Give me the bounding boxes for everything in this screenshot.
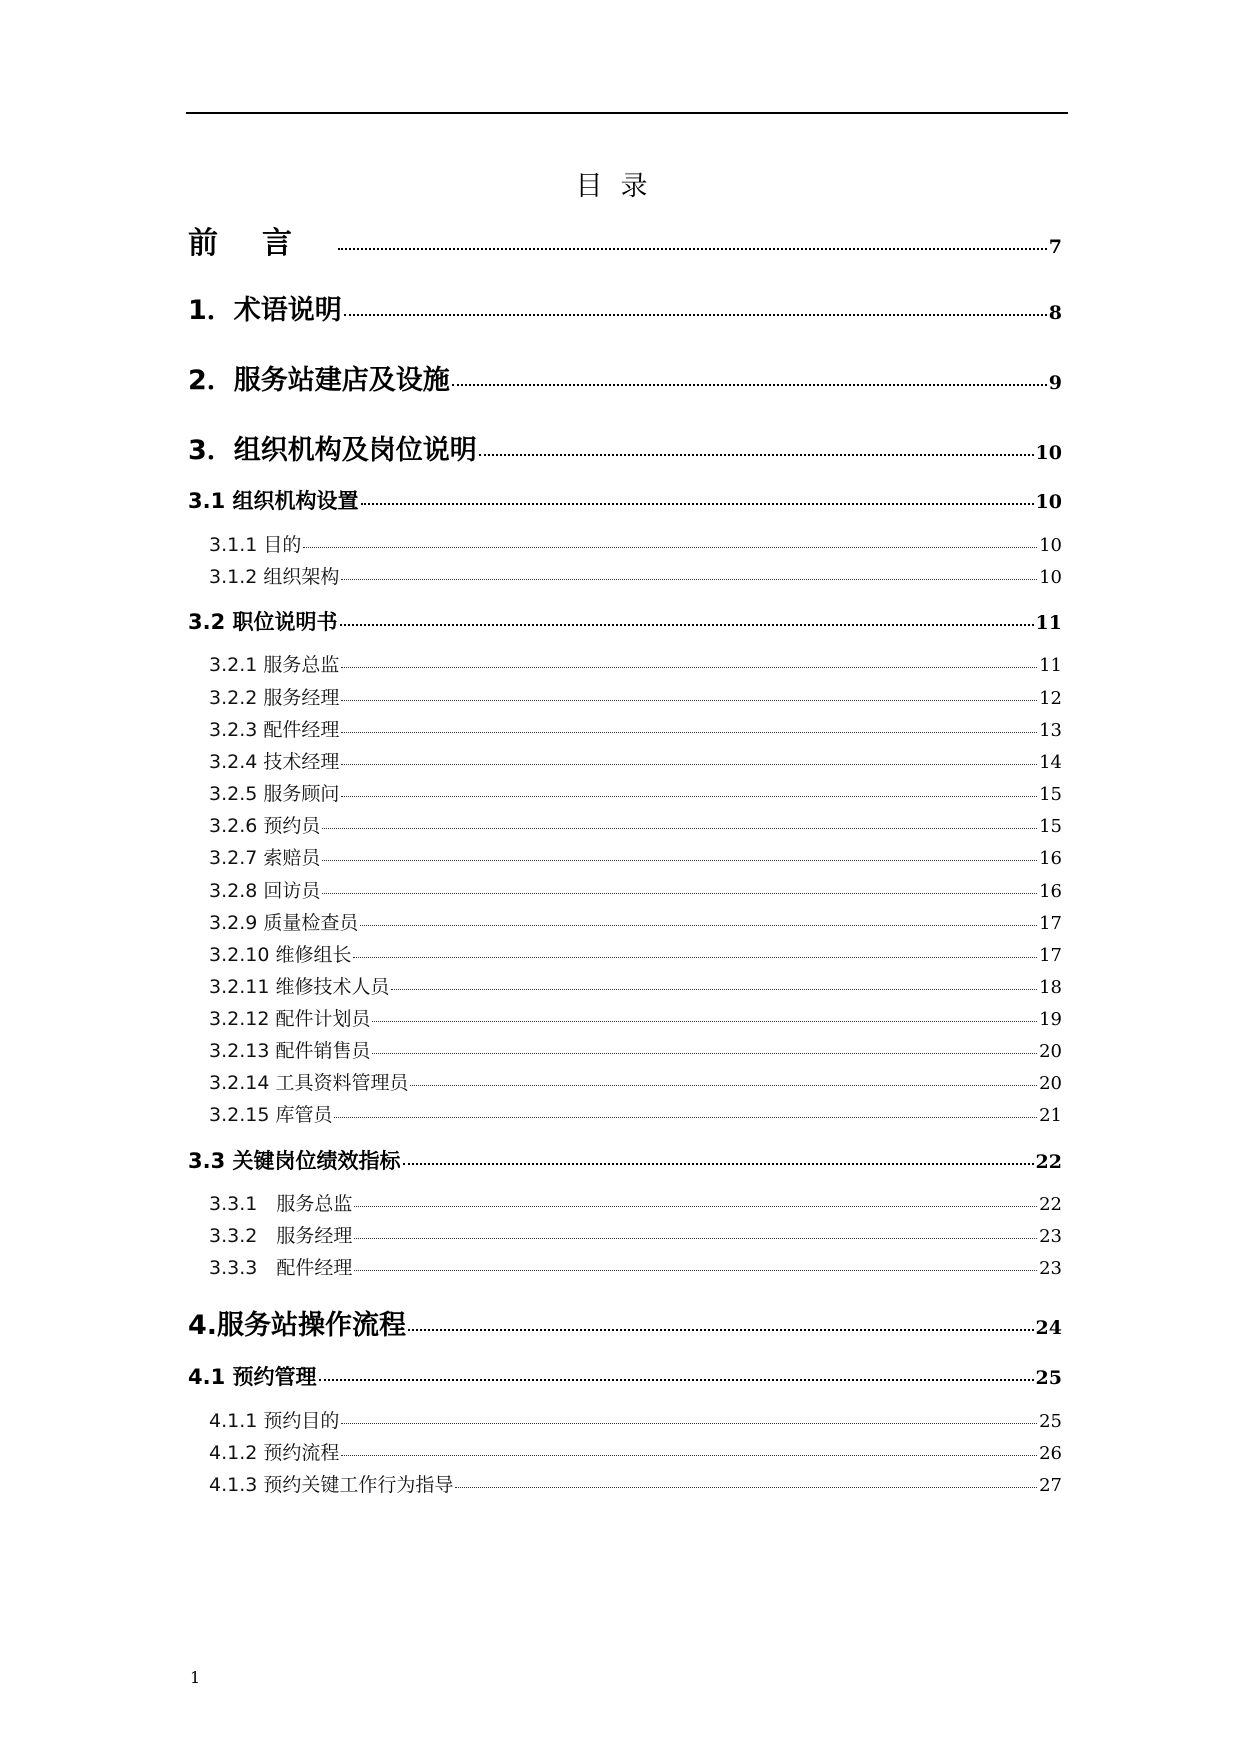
toc-leader-dots: [410, 1085, 1037, 1086]
toc-leader-dots: [354, 1238, 1037, 1239]
toc-leader-dots: [340, 624, 1034, 626]
toc-entry-page: 10: [1039, 567, 1062, 588]
toc-entry-title: 3.2.12 配件计划员: [209, 1008, 371, 1030]
toc-entry-page: 10: [1035, 491, 1062, 513]
toc-leader-dots: [354, 1270, 1037, 1271]
toc-entry-page: 23: [1039, 1258, 1062, 1279]
toc-leader-dots: [322, 893, 1037, 894]
toc-entry-page: 22: [1035, 1151, 1062, 1173]
toc-title: 目录: [575, 171, 666, 202]
toc-entry-title: 3.2.1 服务总监: [209, 654, 340, 676]
toc-entry-page: 22: [1039, 1194, 1062, 1215]
toc-entry-page: 24: [1035, 1317, 1062, 1339]
toc-leader-dots: [344, 314, 1047, 316]
toc-leader-dots: [341, 1455, 1037, 1456]
toc-leader-dots: [334, 1117, 1037, 1118]
toc-entry-page: 14: [1039, 752, 1062, 773]
toc-entry-title: 3.2.10 维修组长: [209, 944, 352, 966]
toc-entry-page: 15: [1039, 784, 1062, 805]
toc-leader-dots: [452, 384, 1047, 386]
toc-entry[interactable]: [188, 1145, 1062, 1175]
toc-entry-page: 18: [1039, 977, 1062, 998]
toc-entry[interactable]: [209, 1036, 1062, 1063]
toc-entry[interactable]: [209, 1068, 1062, 1095]
toc-entry[interactable]: [209, 940, 1062, 967]
toc-entry-title: 3.3 关键岗位绩效指标: [188, 1149, 401, 1173]
toc-entry-title: 3.3.2 服务经理: [209, 1225, 353, 1247]
toc-entry-title: 前言: [188, 226, 336, 261]
toc-leader-dots: [372, 1021, 1037, 1022]
toc-entry[interactable]: [188, 606, 1062, 636]
toc-entry-title: 3.2.8 回访员: [209, 880, 321, 902]
toc-entry[interactable]: [209, 972, 1062, 999]
toc-entry[interactable]: [209, 683, 1062, 710]
toc-entry-title: 4.1.3 预约关键工作行为指导: [209, 1474, 454, 1496]
toc-entry[interactable]: [209, 530, 1062, 557]
toc-entry-title: 3.2.3 配件经理: [209, 719, 340, 741]
toc-entry-page: 10: [1039, 535, 1062, 556]
toc-leader-dots: [479, 454, 1034, 456]
toc-entry-page: 20: [1039, 1073, 1062, 1094]
toc-entry-title: 3.2.4 技术经理: [209, 751, 340, 773]
toc-leader-dots: [322, 828, 1037, 829]
toc-entry[interactable]: [188, 428, 1062, 467]
toc-leader-dots: [341, 732, 1037, 733]
toc-entry[interactable]: [209, 562, 1062, 589]
toc-entry-page: 25: [1039, 1411, 1062, 1432]
toc-entry[interactable]: [188, 218, 1062, 262]
toc-entry-title: 3.3.3 配件经理: [209, 1257, 353, 1279]
toc-entry-page: 17: [1039, 945, 1062, 966]
toc-entry[interactable]: [209, 779, 1062, 806]
toc-entry-page: 26: [1039, 1443, 1062, 1464]
toc-leader-dots: [403, 1163, 1034, 1165]
toc-entry-page: 27: [1039, 1475, 1062, 1496]
toc-leader-dots: [338, 248, 1047, 250]
toc-leader-dots: [341, 764, 1037, 765]
toc-entry-title: 3.2.14 工具资料管理员: [209, 1072, 409, 1094]
toc-entry[interactable]: [209, 908, 1062, 935]
toc-entry-page: 8: [1048, 302, 1062, 324]
toc-entry[interactable]: [188, 358, 1062, 397]
toc-entry[interactable]: [188, 1361, 1062, 1391]
toc-entry[interactable]: [209, 747, 1062, 774]
toc-leader-dots: [319, 1379, 1034, 1381]
toc-leader-dots: [391, 989, 1037, 990]
toc-entry-title: 3.2.9 质量检查员: [209, 912, 359, 934]
toc-leader-dots: [341, 579, 1037, 580]
toc-leader-dots: [353, 957, 1037, 958]
toc-leader-dots: [341, 1423, 1037, 1424]
toc-entry-page: 16: [1039, 881, 1062, 902]
toc-entry-title: 3.1 组织机构设置: [188, 489, 359, 513]
toc-entry[interactable]: [209, 1253, 1062, 1280]
page-number: 1: [190, 1668, 201, 1687]
toc-entry-title: 3.2 职位说明书: [188, 610, 338, 634]
toc-entry-page: 16: [1039, 848, 1062, 869]
toc-entry[interactable]: [209, 876, 1062, 903]
toc-leader-dots: [372, 1053, 1037, 1054]
toc-entry-page: 10: [1035, 442, 1062, 464]
toc-entry-title: 4.1.2 预约流程: [209, 1442, 340, 1464]
toc-entry[interactable]: [209, 715, 1062, 742]
toc-entry[interactable]: [209, 1221, 1062, 1248]
toc-entry-page: 12: [1039, 688, 1062, 709]
toc-leader-dots: [408, 1329, 1034, 1331]
toc-entry[interactable]: [209, 1100, 1062, 1127]
toc-leader-dots: [303, 547, 1037, 548]
toc-entry-title: 2．服务站建店及设施: [188, 365, 450, 396]
toc-entry-title: 3.2.6 预约员: [209, 815, 321, 837]
toc-leader-dots: [360, 925, 1037, 926]
toc-entry[interactable]: [209, 650, 1062, 677]
toc-leader-dots: [322, 860, 1037, 861]
toc-entry-title: 3.1.2 组织架构: [209, 566, 340, 588]
toc-entry-title: 3.3.1 服务总监: [209, 1193, 353, 1215]
toc-entry-page: 25: [1035, 1367, 1062, 1389]
toc-entry-title: 4.1.1 预约目的: [209, 1410, 340, 1432]
toc-entry-page: 11: [1035, 612, 1062, 634]
toc-entry-page: 23: [1039, 1226, 1062, 1247]
toc-entry-title: 4.1 预约管理: [188, 1365, 317, 1389]
toc-entry-title: 3.2.7 索赔员: [209, 847, 321, 869]
toc-leader-dots: [361, 503, 1034, 505]
toc-entry-title: 3．组织机构及岗位说明: [188, 435, 477, 466]
toc-entry[interactable]: [188, 485, 1062, 515]
toc-entry-page: 21: [1039, 1105, 1062, 1126]
toc-entry-title: 4.服务站操作流程: [188, 1310, 407, 1341]
toc-entry[interactable]: [209, 1189, 1062, 1216]
toc-leader-dots: [341, 796, 1037, 797]
toc-entry[interactable]: [209, 1470, 1062, 1497]
toc-entry-page: 20: [1039, 1041, 1062, 1062]
toc-leader-dots: [341, 667, 1037, 668]
toc-entry-page: 11: [1039, 655, 1062, 676]
toc-leader-dots: [341, 700, 1037, 701]
toc-entry-title: 1．术语说明: [188, 295, 342, 326]
toc-entry-title: 3.2.2 服务经理: [209, 687, 340, 709]
toc-entry-page: 9: [1048, 372, 1062, 394]
toc-entry[interactable]: [209, 1004, 1062, 1031]
toc-entry-title: 3.2.15 库管员: [209, 1104, 333, 1126]
toc-entry-page: 19: [1039, 1009, 1062, 1030]
toc-entry[interactable]: [209, 843, 1062, 870]
toc-entry[interactable]: [209, 1406, 1062, 1433]
toc-entry-page: 15: [1039, 816, 1062, 837]
toc-entry-title: 3.1.1 目的: [209, 534, 302, 556]
toc-entry-page: 7: [1048, 236, 1062, 258]
table-of-contents: [188, 0, 1062, 1600]
toc-entry-title: 3.2.5 服务顾问: [209, 783, 340, 805]
toc-leader-dots: [354, 1206, 1037, 1207]
toc-entry[interactable]: [209, 811, 1062, 838]
toc-entry[interactable]: [188, 1303, 1062, 1342]
toc-entry[interactable]: [209, 1438, 1062, 1465]
toc-entry[interactable]: [188, 288, 1062, 327]
toc-entry-page: 13: [1039, 720, 1062, 741]
toc-entry-title: 3.2.13 配件销售员: [209, 1040, 371, 1062]
toc-entry-title: 3.2.11 维修技术人员: [209, 976, 390, 998]
toc-leader-dots: [455, 1487, 1037, 1488]
toc-entry-page: 17: [1039, 913, 1062, 934]
